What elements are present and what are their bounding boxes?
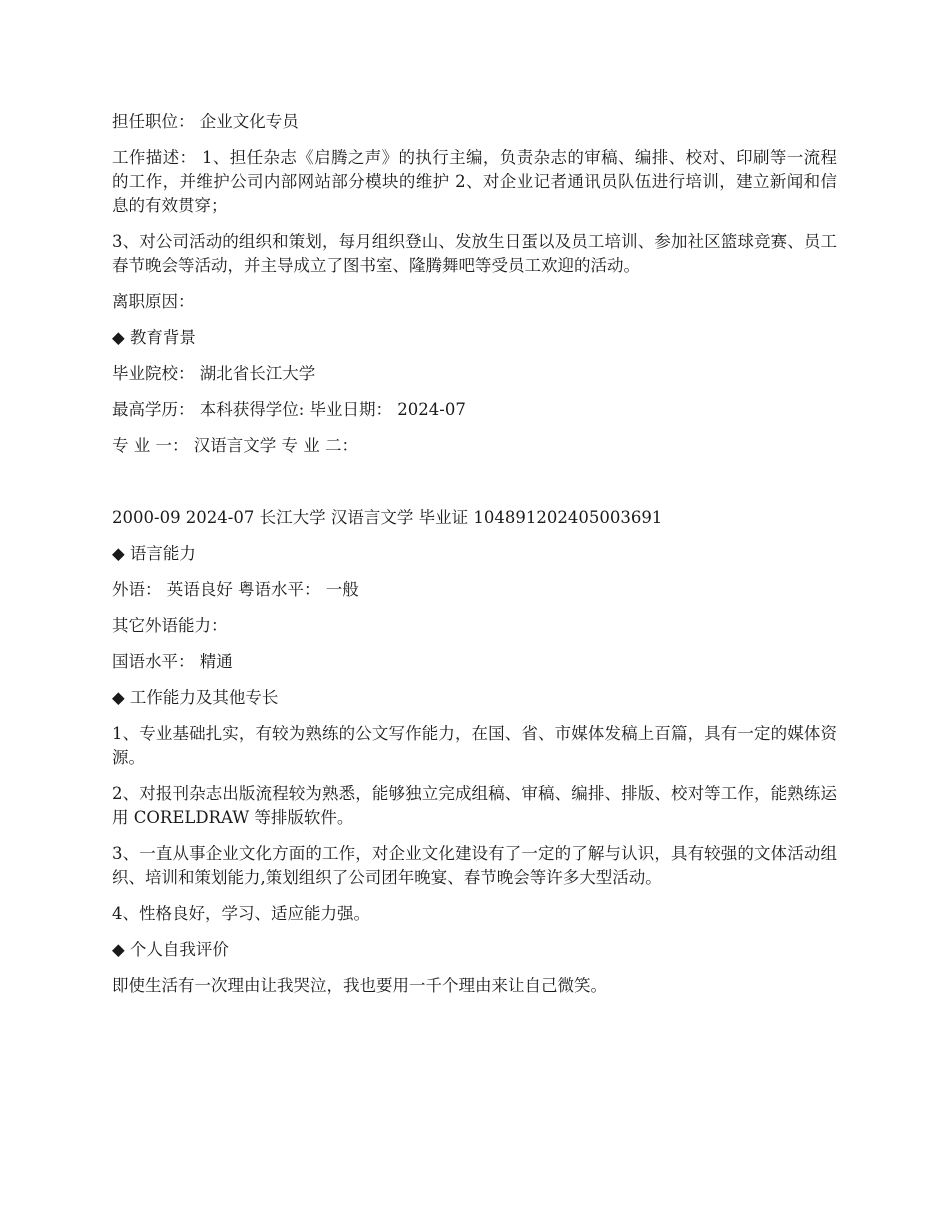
section-spacer <box>112 470 837 506</box>
language-mandarin: 国语水平： 精通 <box>112 652 233 671</box>
self-evaluation-text: 即使生活有一次理由让我哭泣，我也要用一千个理由来让自己微笑。 <box>112 976 607 995</box>
education-heading: ◆ 教育背景 <box>112 328 196 347</box>
language-other-foreign: 其它外语能力： <box>112 616 228 635</box>
resume-content <box>112 110 837 1010</box>
self-evaluation-heading: ◆ 个人自我评价 <box>112 940 229 959</box>
education-degree: 最高学历： 本科获得学位: 毕业日期： 2024-07 <box>112 400 466 419</box>
skills-item: 3、一直从事企业文化方面的工作，对企业文化建设有了一定的了解与认识，具有较强的文体活动组织、培训和策划能力,策划组织了公司团年晚宴、春节晚会等许多大型活动。 <box>112 844 837 887</box>
work-position: 担任职位： 企业文化专员 <box>112 112 299 131</box>
language-heading: ◆ 语言能力 <box>112 544 196 563</box>
education-majors: 专 业 一： 汉语言文学 专 业 二： <box>112 436 358 455</box>
language-foreign: 外语： 英语良好 粤语水平： 一般 <box>112 580 359 599</box>
skills-item: 1、专业基础扎实，有较为熟练的公文写作能力，在国、省、市媒体发稿上百篇，具有一定的媒体资源。 <box>112 724 837 767</box>
skills-item: 4、性格良好，学习、适应能力强。 <box>112 904 370 923</box>
work-description-2: 3、对公司活动的组织和策划，每月组织登山、发放生日蛋以及员工培训、参加社区篮球竞赛、员工春节晚会等活动，并主导成立了图书室、隆腾舞吧等受员工欢迎的活动。 <box>112 232 837 275</box>
work-description-1: 工作描述： 1、担任杂志《启腾之声》的执行主编，负责杂志的审稿、编排、校对、印刷等一流程的工作，并维护公司内部网站部分模块的维护 2、对企业记者通讯员队伍进行培训，建立新闻和信息的有效贯穿； <box>112 148 837 215</box>
skills-heading: ◆ 工作能力及其他专长 <box>112 688 279 707</box>
leave-reason: 离职原因： <box>112 292 195 311</box>
skills-item: 2、对报刊杂志出版流程较为熟悉，能够独立完成组稿、审稿、编排、排版、校对等工作，能熟练运用 CORELDRAW 等排版软件。 <box>112 784 837 827</box>
education-school: 毕业院校： 湖北省长江大学 <box>112 364 316 383</box>
education-record: 2000-09 2024-07 长江大学 汉语言文学 毕业证 104891202405003691 <box>112 508 663 527</box>
